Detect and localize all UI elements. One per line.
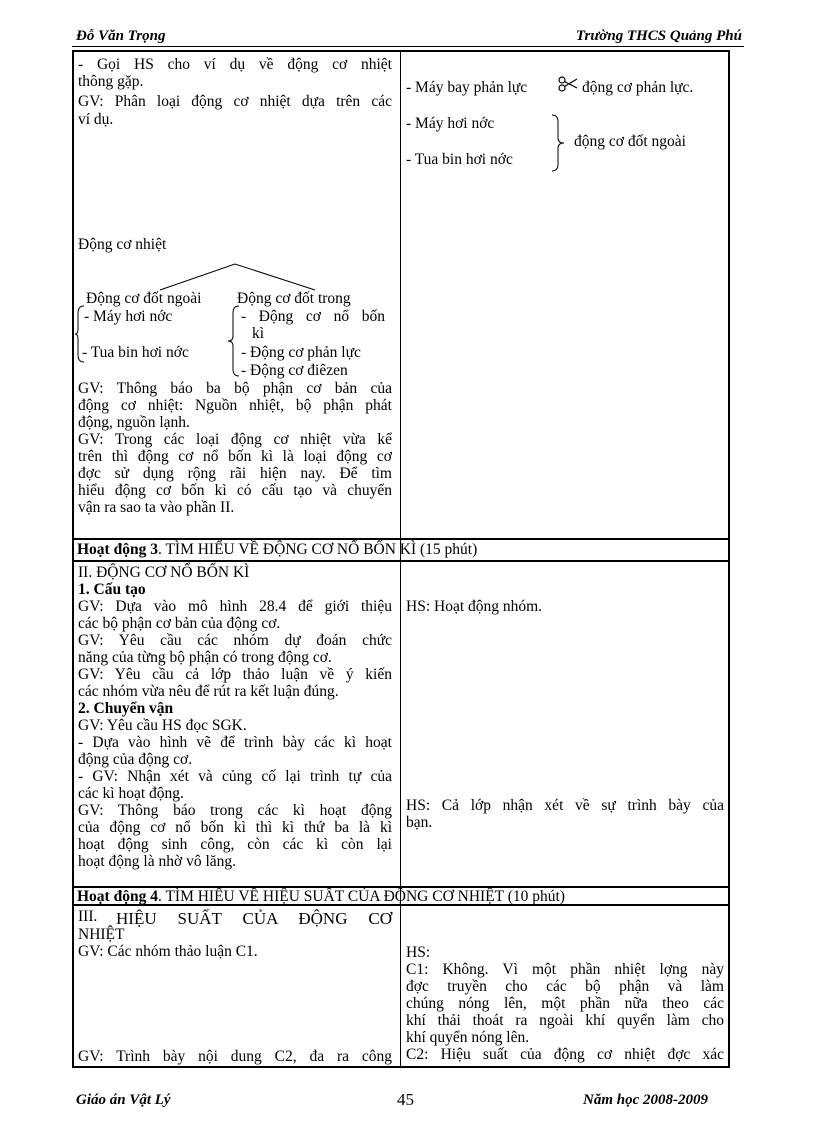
footer-school-year: Năm học 2008-2009 [583,1092,708,1108]
text-line: - Gọi HS cho ví dụ về động cơ nhiệt [78,56,392,73]
text-line: GV: Thông báo trong các kì hoạt động [78,802,392,819]
text-line: bạn. [406,814,433,831]
text-line: GV: Trình bày nội dung C2, đa ra công [78,1048,392,1065]
text-line: hoạt động sinh công, còn các kì còn lại [78,836,392,853]
text-line: động cơ đốt ngoài [574,133,686,150]
activity-title: . TÌM HIỂU VỀ HIỆU SUẤT CỦA ĐỘNG CƠ NHIỆT (10 phút) [157,888,565,905]
text-line: động cơ nhiệt: Nguồn nhiệt, bộ phận phát [78,397,392,414]
activity-label: Hoạt động 4 [77,888,158,905]
text-line: - Dựa vào hình vẽ để trình bày các kì hoạt [78,734,392,751]
page-footer [72,1090,744,1110]
diagram-int-item: - Động cơ phản lực [241,344,361,361]
footer-doc-type: Giáo án Vật Lý [76,1092,171,1108]
diagram-branch-external: Động cơ đốt ngoài [86,290,202,307]
activity-title: . TÌM HIỂU VỀ ĐỘNG CƠ NỔ BỐN KÌ (15 phút) [157,541,478,558]
text-line: vận ra sao ta vào phần II. [78,499,235,516]
text-line: các nhóm vừa nêu để rút ra kết luận đúng. [78,683,339,700]
text-line: - Máy bay phản lực [406,79,528,96]
text-line: các bộ phận cơ bản của động cơ. [78,615,281,632]
text-line: GV: Dựa vào mô hình 28.4 để giới thiệu [78,598,392,615]
diagram-int-item: - Động cơ nổ bốn [241,308,385,325]
text-line: các kì hoạt động. [78,785,184,802]
text-line: HS: [406,944,431,961]
section-heading: HIỆU SUẤT CỦA ĐỘNG CƠ [116,909,392,928]
text-line: đợc sử dụng rộng rãi hiện nay. Để tìm [78,465,392,482]
text-line: trên thì động cơ nổ bốn kì là loại động cơ [78,448,392,465]
text-line: C1: Không. Vì một phần nhiệt lợng này [406,961,724,978]
text-line: năng của từng bộ phận có trong động cơ. [78,649,332,666]
section-heading: II. ĐỘNG CƠ NỔ BỐN KÌ [78,564,250,581]
text-line: GV: Yêu cầu HS đọc SGK. [78,717,247,734]
activity-4-row [77,888,565,905]
text-line: ví dụ. [78,111,114,128]
text-line: hoạt động là nhờ vô lăng. [78,853,237,870]
text-line: GV: Thông báo ba bộ phận cơ bản của [78,380,392,397]
diagram-int-item: - Động cơ điêzen [241,362,348,379]
text-line: chúng nóng lên, một phần nữa theo các [406,995,724,1012]
page-header [72,30,744,47]
text-line: động của động cơ. [78,751,193,768]
page-number: 45 [397,1090,414,1109]
brace-icon [550,114,566,172]
section-heading: NHIỆT [78,926,125,943]
text-line: HS: Cả lớp nhận xét về sự trình bày của [406,797,724,814]
text-line: của động cơ nổ bốn kì thì kì thứ ba là kì [78,819,392,836]
activity-label: Hoạt động 3 [77,541,158,558]
diagram-branch-internal: Động cơ đốt trong [237,290,351,307]
text-line: GV: Yêu cầu cả lớp thảo luận về ý kiến [78,666,392,683]
text-line: đợc truyền cho các bộ phận và làm [406,978,724,995]
text-line: GV: Phân loại động cơ nhiệt dựa trên các [78,93,392,110]
text-line: thông gặp. [78,73,144,90]
brace-icon [227,305,241,377]
text-line: động cơ phản lực. [582,79,694,96]
header-school: Trường THCS Quảng Phú [575,28,742,44]
text-line: động, nguồn lạnh. [78,414,190,431]
row-divider [72,560,730,562]
column-divider [400,50,401,1068]
text-line: khí quyển nóng lên. [406,1029,530,1046]
text-line: hiểu động cơ bốn kì có cấu tạo và chuyển [78,482,392,499]
diagram-root: Động cơ nhiệt [78,236,167,253]
text-line: C2: Hiệu suất của động cơ nhiệt đợc xác [406,1046,724,1063]
text-line: khí thải thoát ra ngoài khí quyển làm cho [406,1012,724,1029]
activity-3-row [77,541,477,558]
text-line: GV: Các nhóm thảo luận C1. [78,943,258,960]
header-author: Đỗ Văn Trọng [76,28,166,44]
diagram-ext-item: - Máy hơi nớc [84,308,173,325]
subheading: 2. Chuyển vận [78,700,174,717]
text-line: - Máy hơi nớc [406,115,495,132]
subheading: 1. Cấu tạo [78,581,146,598]
text-line: GV: Yêu cầu các nhóm dự đoán chức [78,632,392,649]
section-number: III. [78,908,98,925]
text-line: - GV: Nhận xét và củng cố lại trình tự của [78,768,392,785]
diagram-ext-item: - Tua bin hơi nớc [82,344,189,361]
scissors-icon [558,76,578,92]
diagram-int-item: kì [252,325,265,342]
text-line: HS: Hoạt động nhóm. [406,598,543,615]
text-line: GV: Trong các loại động cơ nhiệt vừa kể [78,431,392,448]
row-divider [72,538,730,540]
text-line: - Tua bin hơi nớc [406,151,513,168]
